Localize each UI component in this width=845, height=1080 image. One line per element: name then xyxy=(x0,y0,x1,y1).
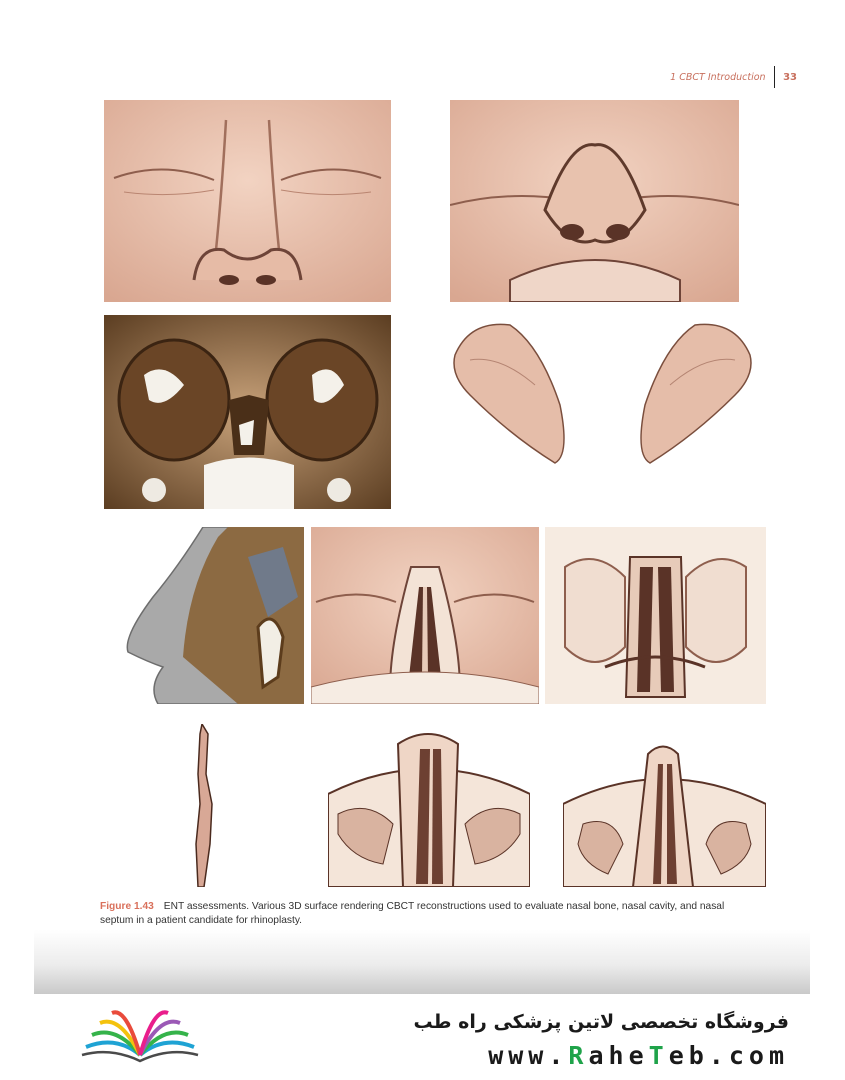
store-name: فروشگاه تخصصی لاتین پزشکی راه طب xyxy=(413,1011,789,1033)
store-website xyxy=(488,1041,789,1070)
page-number: 33 xyxy=(783,71,797,83)
panel-nasal-bones-render xyxy=(450,315,756,465)
figure-caption-text: ENT assessments. Various 3D surface rendering CBCT reconstructions used to evaluate nasal bone, nasal cavity, and nasal septum in a patient candidate for rhinoplasty. xyxy=(100,901,725,926)
panel-axial-section-2-render xyxy=(563,724,766,887)
panel-axial-section-1-render xyxy=(328,724,530,887)
panel-frontal-section-render xyxy=(311,527,539,704)
website-letter-r: R xyxy=(568,1041,589,1070)
panel-basal-nose-render xyxy=(450,100,739,302)
panel-septum-profile-render xyxy=(190,724,218,887)
panel-coronal-cavity-render xyxy=(545,527,766,704)
panel-skull-bone-render xyxy=(104,315,391,509)
website-suffix: eb.com xyxy=(668,1041,789,1070)
website-mid: ahe xyxy=(588,1041,649,1070)
open-book-logo-icon xyxy=(76,1005,204,1065)
panel-lateral-profile-render xyxy=(108,527,304,704)
website-letter-t: T xyxy=(648,1041,669,1070)
running-head xyxy=(670,66,797,88)
watermark-footer xyxy=(0,995,845,1080)
website-prefix: www. xyxy=(488,1041,569,1070)
panel-frontal-face-render xyxy=(104,100,391,302)
header-divider xyxy=(774,66,776,88)
figure-label: Figure 1.43 xyxy=(100,901,154,912)
figure-caption xyxy=(100,900,760,928)
page-bottom-shadow xyxy=(34,930,810,994)
running-title: 1 CBCT Introduction xyxy=(670,71,766,83)
